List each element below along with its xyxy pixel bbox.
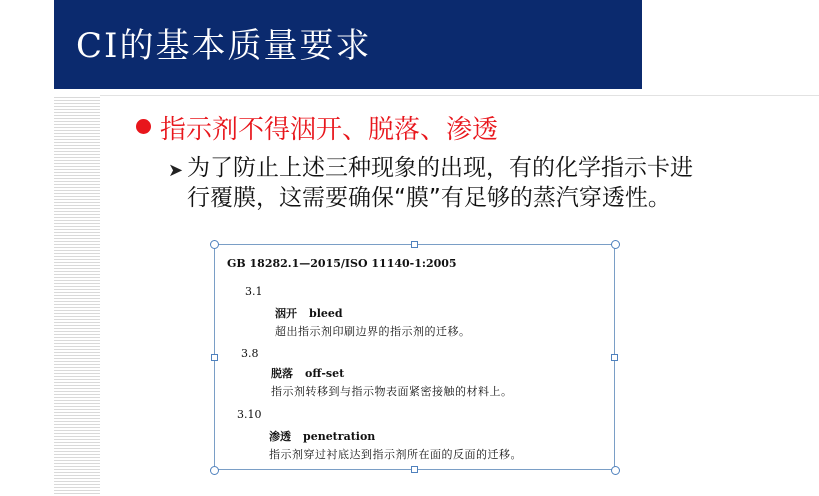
resize-handle-top-right[interactable] [611, 240, 620, 249]
resize-handle-top-left[interactable] [210, 240, 219, 249]
decorative-stripe-panel [54, 97, 100, 496]
resize-handle-bottom[interactable] [411, 466, 418, 473]
resize-handle-bottom-left[interactable] [210, 466, 219, 475]
slide-title: CI的基本质量要求 [76, 26, 372, 66]
term-cn: 渗透 [269, 430, 291, 443]
resize-handle-top[interactable] [411, 241, 418, 248]
clause-definition: 超出指示剂印刷边界的指示剂的迁移。 [275, 325, 471, 338]
title-bar [54, 0, 642, 89]
clause-term [269, 428, 387, 444]
bullet-dot-icon [136, 119, 151, 134]
sub-bullet-text: 为了防止上述三种现象的出现，有的化学指示卡进行覆膜，这需要确保“膜”有足够的蒸汽穿透性。 [187, 155, 693, 211]
term-cn: 脱落 [271, 367, 293, 380]
resize-handle-right[interactable] [611, 354, 618, 361]
term-en: off-set [305, 367, 345, 380]
term-en: penetration [303, 430, 376, 443]
clause-number: 3.1 [245, 285, 263, 298]
term-cn: 洇开 [275, 307, 297, 320]
resize-handle-left[interactable] [211, 354, 218, 361]
clause-definition: 指示剂穿过衬底达到指示剂所在面的反面的迁移。 [269, 448, 522, 461]
clause-definition: 指示剂转移到与指示物表面紧密接触的材料上。 [271, 385, 513, 398]
clause-number: 3.10 [237, 408, 262, 421]
term-en: bleed [309, 307, 343, 320]
clause-term [275, 305, 355, 321]
standard-header: GB 18282.1—2015/ISO 11140-1:2005 [227, 257, 457, 270]
divider-line [100, 95, 819, 96]
gb-standard-image[interactable] [214, 244, 615, 470]
arrow-bullet-icon: ➤ [168, 160, 184, 181]
clause-term [271, 365, 356, 381]
resize-handle-bottom-right[interactable] [611, 466, 620, 475]
clause-number: 3.8 [241, 347, 259, 360]
bullet-heading: 指示剂不得洇开、脱落、渗透 [160, 115, 499, 145]
